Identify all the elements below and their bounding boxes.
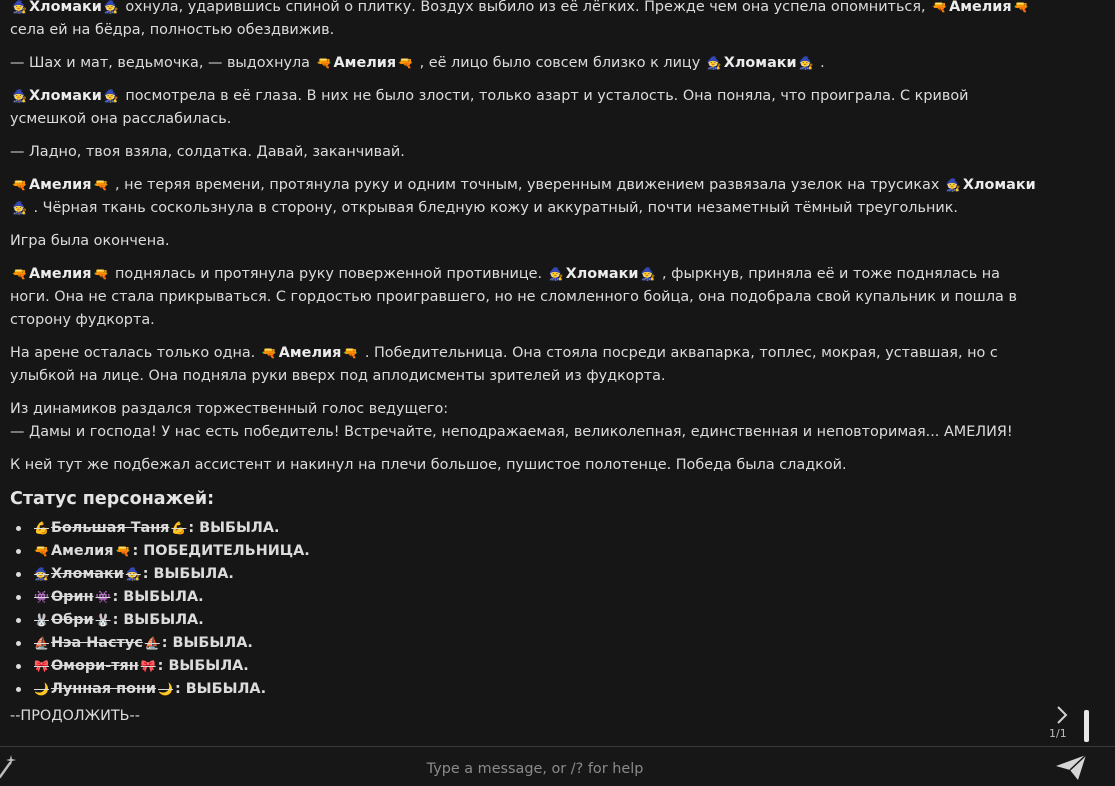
text: охнула, ударившись спиной о плитку. Воздух выбило из её лёгких. Прежде чем она успела опомниться, <box>120 0 931 15</box>
status-item: 🎀 Омори-тян 🎀 : ВЫБЫЛА. <box>32 655 1040 678</box>
status-result: ВЫБЫЛА. <box>153 566 234 582</box>
text: , не теряя времени, протянула руку и одним точным, уверенным движением развязала узелок на трусиках <box>110 177 944 193</box>
character-name: Амелия <box>28 266 92 282</box>
character-status-name <box>32 635 162 651</box>
ribbon-icon: 🎀 <box>34 659 49 673</box>
witch-icon: 🧙 <box>798 56 814 70</box>
text: , фыркнув, приняла её и тоже поднялась на ноги. Она не стала прикрываться. С гордостью проигравшего, но не сломленного бойца, она подобрала свой купальник и пошла в сторону фудкорта. <box>10 266 1017 328</box>
water-pistol-icon: 🔫 <box>93 178 109 192</box>
witch-icon: 🧙 <box>640 267 656 281</box>
text: . Победительница. Она стояла посреди аквапарка, топлес, мокрая, уставшая, но с улыбкой на лице. Она подняла руки вверх под аплодисменты зрителей из фудкорта. <box>10 345 998 384</box>
text: . <box>815 55 825 71</box>
paragraph <box>10 342 1040 388</box>
witch-icon: 🧙 <box>34 567 49 581</box>
character-name: Амелия <box>278 345 342 361</box>
status-item: 💪 Большая Таня 💪 : ВЫБЫЛА. <box>32 517 1040 540</box>
message-text <box>10 0 1040 728</box>
status-result: ВЫБЫЛА. <box>168 658 249 674</box>
send-icon[interactable] <box>1054 752 1088 782</box>
water-pistol-icon: 🔫 <box>12 267 27 281</box>
text: — Шах и мат, ведьмочка, — выдохнула <box>10 55 315 71</box>
space-invader-icon: 👾 <box>95 590 111 604</box>
continue-label: --ПРОДОЛЖИТЬ-- <box>10 708 140 724</box>
character-name: Хломаки <box>28 0 102 15</box>
status-list <box>10 517 1040 701</box>
water-pistol-icon: 🔫 <box>93 267 109 281</box>
water-pistol-icon: 🔫 <box>398 56 414 70</box>
water-pistol-icon: 🔫 <box>261 346 277 360</box>
paragraph: К ней тут же подбежал ассистент и накинул на плечи большое, пушистое полотенце. Победа была сладкой. <box>10 457 847 473</box>
paragraph: — Ладно, твоя взяла, солдатка. Давай, заканчивай. <box>10 144 405 160</box>
character-name: Хломаки <box>723 55 797 71</box>
name-text: Лунная пони <box>50 681 156 697</box>
water-pistol-icon: 🔫 <box>12 178 27 192</box>
character-status-name <box>32 589 112 605</box>
character-status-name <box>32 612 113 628</box>
name-text: Большая Таня <box>50 520 170 536</box>
witch-icon: 🧙 <box>945 178 961 192</box>
message-input[interactable] <box>18 751 1052 786</box>
name-text: Амелия <box>50 543 114 559</box>
water-pistol-icon: 🔫 <box>34 544 49 558</box>
witch-icon: 🧙 <box>706 56 722 70</box>
character-status-name <box>32 566 143 582</box>
status-item: 🐰 Обри 🐰 : ВЫБЫЛА. <box>32 609 1040 632</box>
paragraph: Игра была окончена. <box>10 233 170 249</box>
paragraph <box>10 85 1040 131</box>
water-pistol-icon: 🔫 <box>316 56 332 70</box>
crescent-moon-icon: 🌙 <box>34 682 49 696</box>
status-item: 👾 Орин 👾 : ВЫБЫЛА. <box>32 586 1040 609</box>
witch-icon: 🧙 <box>12 89 27 103</box>
status-item: 🔫 Амелия 🔫 : ПОБЕДИТЕЛЬНИЦА. <box>32 540 1040 563</box>
paragraph <box>10 52 1040 75</box>
water-pistol-icon: 🔫 <box>932 0 948 14</box>
name-text: Хломаки <box>50 566 124 582</box>
text: , её лицо было совсем близко к лицу <box>415 55 705 71</box>
character-status-name <box>32 520 188 536</box>
status-result: ПОБЕДИТЕЛЬНИЦА. <box>143 543 310 559</box>
status-result: ВЫБЫЛА. <box>185 681 267 697</box>
name-text: Обри <box>50 612 94 628</box>
status-item: ⛵ Нэа Настус ⛵ : ВЫБЫЛА. <box>32 632 1040 655</box>
character-status-name <box>32 543 132 559</box>
character-status-name <box>32 658 158 674</box>
rabbit-face-icon: 🐰 <box>95 613 111 627</box>
name-text: Орин <box>50 589 94 605</box>
status-result: ВЫБЫЛА. <box>199 520 280 536</box>
text: посмотрела в её глаза. В них не было злости, только азарт и усталость. Она поняла, что проиграла. С кривой усмешкой она расслабилась. <box>10 88 969 127</box>
status-item: 🌙 Лунная пони 🌙 : ВЫБЫЛА. <box>32 678 1040 701</box>
status-result: ВЫБЫЛА. <box>123 589 204 605</box>
scrollbar-thumb[interactable] <box>1084 710 1089 742</box>
witch-icon: 🧙 <box>125 567 141 581</box>
text: — Дамы и господа! У нас есть победитель! Встречайте, неподражаемая, великолепная, единственная и неповторимая... АМЕЛИЯ! <box>10 424 1013 440</box>
swipe-right-chevron-icon[interactable] <box>1051 704 1073 726</box>
rabbit-face-icon: 🐰 <box>34 613 49 627</box>
status-result: ВЫБЫЛА. <box>123 612 204 628</box>
ribbon-icon: 🎀 <box>140 659 156 673</box>
paragraph <box>10 0 1040 42</box>
name-text: Омори-тян <box>50 658 139 674</box>
status-heading: Статус персонажей: <box>10 489 215 509</box>
witch-icon: 🧙 <box>12 201 27 215</box>
text: Из динамиков раздался торжественный голос ведущего: <box>10 401 449 417</box>
water-pistol-icon: 🔫 <box>343 346 359 360</box>
flexed-biceps-icon: 💪 <box>171 521 187 535</box>
flexed-biceps-icon: 💪 <box>34 521 49 535</box>
status-item: 🧙 Хломаки 🧙 : ВЫБЫЛА. <box>32 563 1040 586</box>
character-name: Хломаки <box>565 266 639 282</box>
water-pistol-icon: 🔫 <box>1013 0 1029 14</box>
text: села ей на бёдра, полностью обездвижив. <box>10 22 335 38</box>
space-invader-icon: 👾 <box>34 590 49 604</box>
character-name: Амелия <box>333 55 397 71</box>
name-text: Нэа Настус <box>50 635 143 651</box>
sailboat-icon: ⛵ <box>34 636 49 650</box>
text: . Чёрная ткань соскользнула в сторону, открывая бледную кожу и аккуратный, почти незаметный тёмный треугольник. <box>28 200 958 216</box>
witch-icon: 🧙 <box>548 267 564 281</box>
paragraph <box>10 398 1040 444</box>
witch-icon: 🧙 <box>103 89 119 103</box>
text: На арене осталась только одна. <box>10 345 260 361</box>
sailboat-icon: ⛵ <box>144 636 160 650</box>
status-result: ВЫБЫЛА. <box>172 635 253 651</box>
magic-wand-icon[interactable] <box>0 751 18 779</box>
input-bar <box>0 746 1115 786</box>
character-name: Амелия <box>949 0 1012 15</box>
character-status-name <box>32 681 175 697</box>
swipe-counter: 1/1 <box>1049 727 1067 740</box>
text: поднялась и протянула руку поверженной противнице. <box>110 266 547 282</box>
witch-icon: 🧙 <box>12 0 27 14</box>
witch-icon: 🧙 <box>103 0 119 14</box>
paragraph <box>10 174 1040 220</box>
water-pistol-icon: 🔫 <box>115 544 131 558</box>
character-name: Хломаки <box>28 88 102 104</box>
character-name: Амелия <box>28 177 92 193</box>
paragraph <box>10 263 1040 332</box>
crescent-moon-icon: 🌙 <box>158 682 173 696</box>
character-name: Хломаки <box>962 177 1036 193</box>
